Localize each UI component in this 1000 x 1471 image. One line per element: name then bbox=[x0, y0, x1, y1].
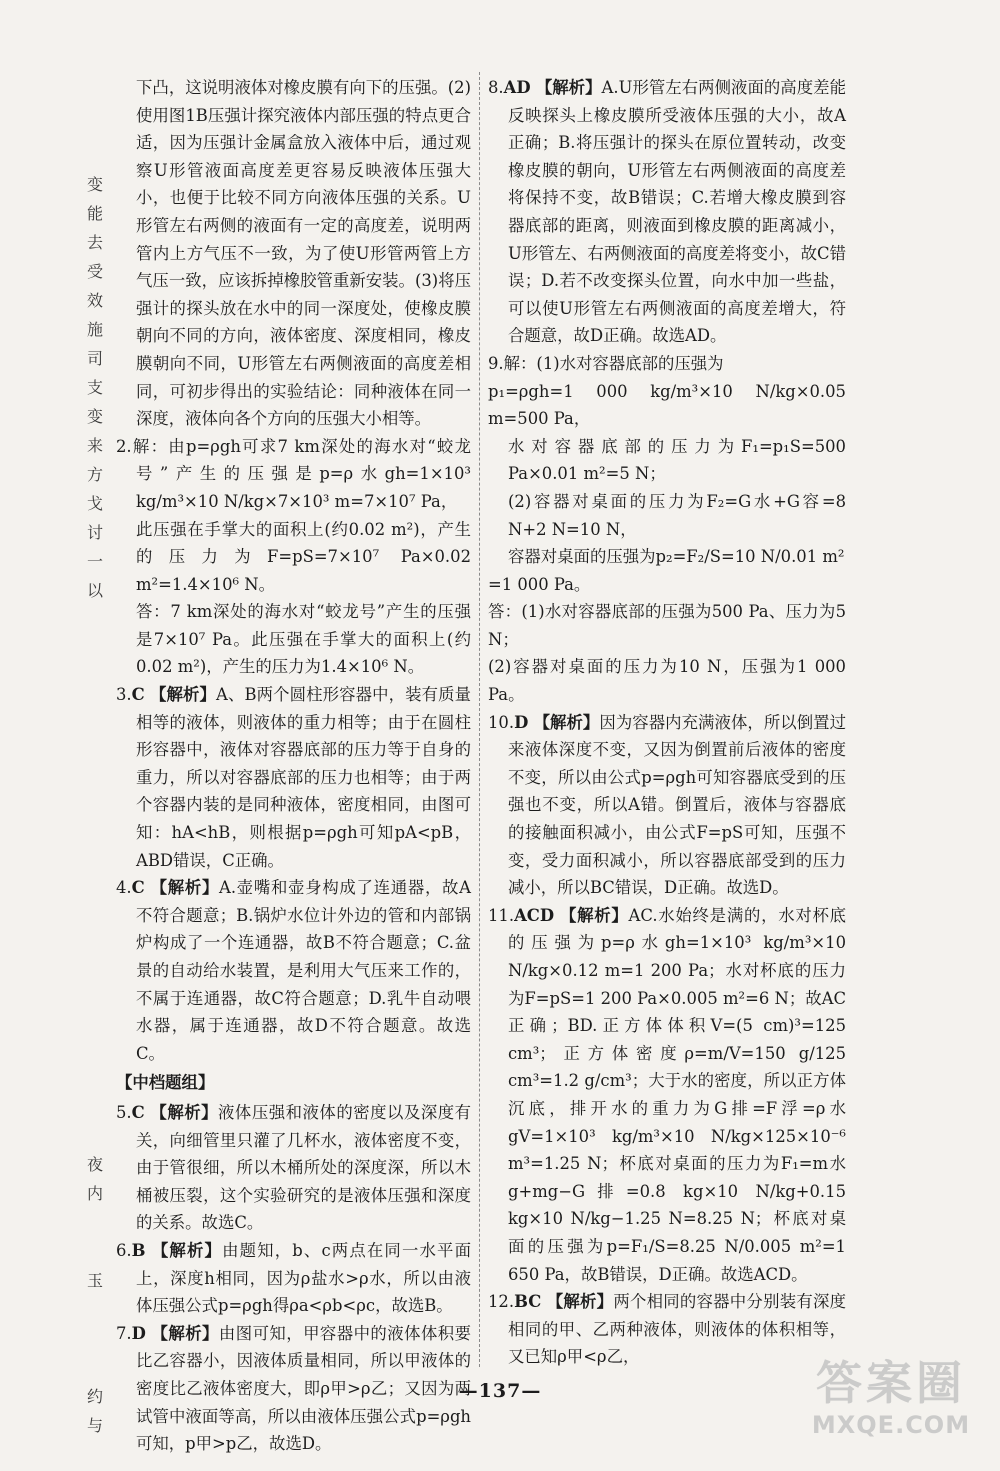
paragraph: 水对容器底部的压力为F₁=p₁S=500 Pa×0.01 m²=5 N； bbox=[508, 436, 846, 484]
analysis-tag: 【解析】 bbox=[546, 1292, 614, 1312]
margin-note-char: 玉 bbox=[86, 1271, 103, 1290]
column-divider bbox=[479, 72, 480, 1367]
question-item bbox=[488, 1288, 846, 1371]
margin-note-char bbox=[82, 1295, 108, 1324]
question-number: 11. bbox=[488, 905, 515, 925]
margin-note-char: 能 bbox=[86, 204, 103, 223]
question-number: 12. bbox=[488, 1292, 515, 1312]
margin-note-char: 司 bbox=[86, 349, 103, 368]
margin-note-char bbox=[82, 1237, 108, 1266]
answer-text: 解：由p=ρgh可求7 km深处的海水对“蛟龙号”产生的压强是p=ρ水gh=1×10³ kg/m³×10 N/kg×7×10³ m=7×10⁷ Pa， bbox=[131, 436, 471, 511]
margin-note-char: 戈 bbox=[86, 494, 103, 513]
answer-text: 由题知，b、c两点在同一水平面上，深度h相同，因为ρ盐水>ρ水，所以由液体压强公式p=ρgh得ρa<ρb<ρc，故选B。 bbox=[136, 1240, 471, 1316]
question-number: 6. bbox=[116, 1240, 132, 1260]
analysis-tag: 【解析】 bbox=[150, 1102, 219, 1122]
margin-note-char: 夜 bbox=[86, 1155, 103, 1174]
left-column bbox=[116, 74, 471, 1458]
answer-text: AC.水始终是满的，水对杯底的压强为p=ρ水gh=1×10³ kg/m³×10 N/kg×0.12 m=1 200 Pa；水对杯底的压力为F=pS=1 200 Pa×0.005 m²=6 N；故AC正确；BD.正方体体积V=(5 cm)³=125 cm³；正方体密度ρ=m/V=150 g/125 cm³=1.2 g/cm³；大于水的密度，所以正方体沉底，排开水的重力为G排=F浮=ρ水gV=1×10³ kg/m³×10 N/kg×125×10⁻⁶ m³=1.25 N；杯底对桌面的压力为F₁=m水g+mg−G排=0.8 kg×10 N/kg+0.15 kg×10 N/kg−1.25 N=8.25 N；杯底对桌面的压强为p=F₁/S=8.25 N/0.005 m²=1 650 Pa，故B错误，D正确。故选ACD。 bbox=[508, 905, 847, 1284]
margin-note-char: 施 bbox=[86, 320, 103, 339]
margin-notes-top bbox=[82, 170, 108, 605]
question-item bbox=[116, 874, 471, 1067]
margin-note-char bbox=[82, 1353, 108, 1382]
question-item bbox=[116, 1237, 471, 1320]
page-number: —137— bbox=[458, 1380, 542, 1402]
answer-text: 因为容器内充满液体，所以倒置过来液体深度不变，又因为倒置前后液体的密度不变，所以由公式p=ρgh可知容器底受到的压强也不变，所以A错。倒置后，液体与容器底的接触面积减小，由公式F=pS可知，压强不变，受力面积减小，所以容器底部受到的压力减小，所以BC错误，D正确。故选D。 bbox=[508, 712, 847, 898]
analysis-tag: 【解析】 bbox=[535, 78, 602, 97]
paragraph: 答：7 km深处的海水对“蛟龙号”产生的压强是7×10⁷ Pa。此压强在手掌大的面积上(约0.02 m²)，产生的压力为1.4×10⁶ N。 bbox=[136, 602, 471, 677]
formula-line: p₁=ρgh=1 000 kg/m³×10 N/kg×0.05 m=500 Pa， bbox=[488, 381, 846, 429]
formula-line: (2)容器对桌面的压力为10 N，压强为1 000 Pa。 bbox=[488, 657, 846, 705]
margin-note-char: 与 bbox=[86, 1416, 103, 1435]
margin-note-char: 方 bbox=[86, 465, 103, 484]
question-number: 5. bbox=[116, 1102, 132, 1122]
question-item bbox=[116, 433, 471, 516]
question-number: 8. bbox=[488, 78, 504, 97]
answer-letter: D bbox=[514, 712, 529, 732]
watermark-url: MXQE.COM bbox=[811, 1411, 971, 1439]
answer-text: 由图可知，甲容器中的液体体积要比乙容器小，因液体质量相同，所以甲液体的密度比乙液体密度大，即ρ甲>ρ乙；又因为两试管中液面等高，所以由液体压强公式p=ρgh可知，p甲>p乙，故选D。 bbox=[136, 1323, 472, 1454]
margin-note-char: 内 bbox=[86, 1184, 103, 1203]
margin-notes bbox=[82, 170, 108, 1435]
answer-text: 解：(1)水对容器底部的压强为 bbox=[503, 353, 724, 373]
question-item bbox=[488, 709, 846, 902]
question-number: 4. bbox=[116, 878, 132, 898]
margin-note-char: 变 bbox=[86, 407, 103, 426]
question-item bbox=[488, 350, 846, 378]
answer-text: A、B两个圆柱形容器中，装有质量相等的液体，则液体的重力相等；由于在圆柱形容器中，液体对容器底部的压力等于自身的重力，所以对容器底部的压力也相等；由于两个容器内装的是同种液体，密度相同，由图可知：hA<hB，则根据p=ρgh可知pA<pB，ABD错误，C正确。 bbox=[136, 685, 471, 870]
paragraph: 下凸，这说明液体对橡皮膜有向下的压强。(2)使用图1B压强计探究液体内部压强的特点更合适，因为压强计金属盒放入液体中后，通过观察U形管液面高度差更容易反映液体压强大小，也便于比较不同方向液体压强的关系。U形管左右两侧的液面有一定的高度差，说明两管内上方气压不一致，为了使U形管两管上方气压一致，应该拆掉橡胶管重新安装。(3)将压强计的探头放在水中的同一深度处，使橡皮膜朝向不同的方向，液体密度、深度相同，橡皮膜朝向不同，U形管左右两侧液面的高度差相同，可初步得出的实验结论：同种液体在同一深度，液体向各个方向的压强大小相等。 bbox=[136, 78, 471, 429]
analysis-tag: 【解析】 bbox=[150, 685, 217, 705]
watermark-main: 答案圈 bbox=[816, 1356, 966, 1410]
answer-letter: BC bbox=[514, 1292, 542, 1312]
question-number: 3. bbox=[116, 685, 132, 705]
answer-text: 两个相同的容器中分别装有深度相同的甲、乙两种液体，则液体的体积相等，又已知ρ甲<ρ乙， bbox=[508, 1292, 847, 1367]
margin-note-char bbox=[82, 1208, 108, 1237]
answer-letter: C bbox=[131, 878, 145, 898]
answer-text: A.壶嘴和壶身构成了连通器，故A不符合题意；B.锅炉水位计外边的管和内部锅炉构成了一个连通器，故B不符合题意；C.盆景的自动给水装置，是利用大气压来工作的，不属于连通器，故C符合题意；D.乳牛自动喂水器，属于连通器，故D不符合题意。故选C。 bbox=[136, 878, 472, 1063]
margin-note-char: 约 bbox=[86, 1387, 103, 1406]
question-item bbox=[488, 74, 846, 350]
paragraph: 容器对桌面的压强为p₂=F₂/S=10 N/0.01 m² bbox=[508, 547, 845, 567]
paragraph: 此压强在手掌大的面积上(约0.02 m²)，产生的压力为F=pS=7×10⁷ Pa×0.02 m²=1.4×10⁶ N。 bbox=[136, 519, 471, 594]
answer-letter: AD bbox=[503, 78, 531, 97]
question-number: 9. bbox=[488, 353, 504, 373]
answer-letter: B bbox=[131, 1240, 146, 1260]
margin-note-char bbox=[82, 1324, 108, 1353]
margin-note-char: 一 bbox=[86, 552, 103, 571]
formula-line: 答：(1)水对容器底部的压强为500 Pa、压力为5 N； bbox=[488, 602, 846, 649]
margin-note-char: 变 bbox=[86, 175, 103, 194]
answer-letter: ACD bbox=[514, 905, 555, 925]
watermark-logo bbox=[796, 1355, 986, 1465]
question-item bbox=[116, 681, 471, 874]
right-column bbox=[488, 74, 846, 1371]
answer-letter: D bbox=[131, 1323, 146, 1343]
answer-letter: C bbox=[131, 1102, 145, 1122]
formula-line: =1 000 Pa。 bbox=[488, 574, 591, 594]
margin-note-char: 讨 bbox=[86, 523, 103, 542]
question-item bbox=[116, 1099, 471, 1237]
analysis-tag: 【解析】 bbox=[150, 878, 220, 898]
margin-note-char: 效 bbox=[86, 291, 103, 310]
answer-text: 液体压强和液体的密度以及深度有关，向细管里只灌了几杯水，液体密度不变，由于管很细，所以木桶所处的深度深，所以木桶被压裂，这个实验研究的是液体压强和深度的关系。故选C。 bbox=[136, 1102, 472, 1233]
analysis-tag: 【解析】 bbox=[560, 905, 629, 925]
margin-note-char: 以 bbox=[86, 581, 103, 600]
question-number: 2. bbox=[116, 436, 132, 456]
answer-letter: C bbox=[131, 685, 145, 705]
analysis-tag: 【解析】 bbox=[151, 1240, 223, 1260]
section-heading: 【中档题组】 bbox=[116, 1073, 215, 1093]
question-number: 10. bbox=[488, 712, 515, 732]
analysis-tag: 【解析】 bbox=[533, 712, 600, 732]
question-item bbox=[488, 902, 846, 1288]
question-number: 7. bbox=[116, 1323, 132, 1343]
paragraph: (2)容器对桌面的压力为F₂=G水+G容=8 N+2 N=10 N， bbox=[508, 491, 846, 539]
analysis-tag: 【解析】 bbox=[151, 1323, 219, 1343]
margin-note-char: 支 bbox=[86, 378, 103, 397]
margin-note-char: 去 bbox=[86, 233, 103, 252]
answer-text: A.U形管左右两侧液面的高度差能反映探头上橡皮膜所受液体压强的大小，故A正确；B.将压强计的探头在原位置转动，改变橡皮膜的朝向，U形管左右两侧液面的高度差将保持不变，故B错误；C.若增大橡皮膜到容器底部的距离，则液面到橡皮膜的距离减小，U形管左、右两侧液面的高度差将变小，故C错误；D.若不改变探头位置，向水中加一些盐，可以使U形管左右两侧液面的高度差增大，符合题意，故D正确。故选AD。 bbox=[508, 78, 846, 346]
margin-note-char: 来 bbox=[86, 436, 103, 455]
margin-note-char: 受 bbox=[86, 262, 103, 281]
